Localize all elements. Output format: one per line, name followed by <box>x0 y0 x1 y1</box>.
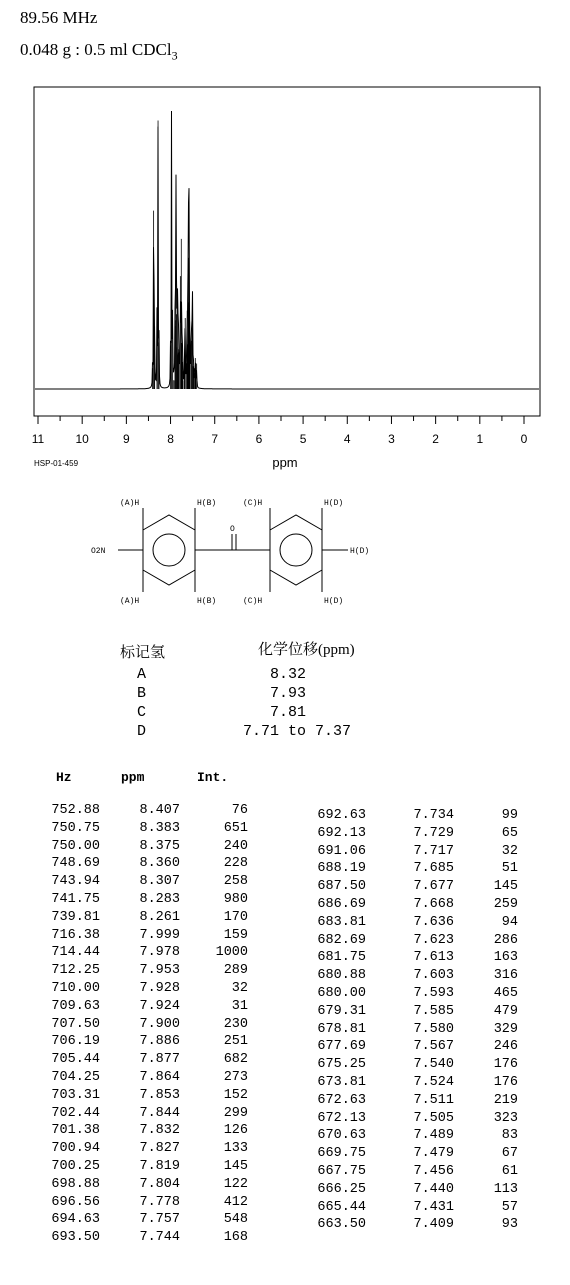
peak-ppm: 7.778 <box>139 1194 180 1210</box>
peak-ppm: 7.928 <box>139 981 180 996</box>
peak-hz: 688.19 <box>317 861 366 877</box>
sample-concentration <box>20 40 178 63</box>
peak-hz: 680.88 <box>317 968 366 984</box>
peak-int: 122 <box>223 1176 248 1192</box>
peak-int: 168 <box>223 1230 248 1246</box>
peak-int: 126 <box>223 1123 248 1139</box>
peak-int: 251 <box>223 1034 248 1050</box>
peak-int: 99 <box>501 808 518 823</box>
peak-int: 93 <box>501 1217 518 1233</box>
x-axis-ticks <box>38 416 524 424</box>
shift-value-c: 7.81 <box>270 704 307 721</box>
nitrophenyl-ring <box>143 515 195 585</box>
peak-int: 651 <box>223 820 248 836</box>
shift-value-a: 8.32 <box>270 666 307 683</box>
peak-ppm: 7.685 <box>413 861 454 877</box>
x-tick-label: 3 <box>388 432 395 446</box>
peak-ppm: 7.668 <box>413 897 454 912</box>
peak-ppm: 7.844 <box>139 1105 180 1121</box>
phenyl-aromatic-circle <box>280 534 312 566</box>
peak-ppm: 7.717 <box>413 843 454 859</box>
peak-hz: 709.63 <box>51 998 100 1014</box>
peak-header-int: Int. <box>197 770 229 785</box>
label-nitro: O2N <box>91 547 106 556</box>
peak-hz: 666.25 <box>317 1181 366 1197</box>
peak-ppm: 7.567 <box>413 1039 454 1055</box>
shift-value-b: 7.93 <box>270 685 307 702</box>
plot-frame <box>34 87 540 416</box>
phenyl-ring <box>270 515 322 585</box>
peak-hz: 682.69 <box>317 932 366 948</box>
peak-hz: 748.69 <box>51 856 100 872</box>
peak-int: 113 <box>493 1181 518 1197</box>
peak-hz: 691.06 <box>317 843 366 859</box>
peak-hz: 678.81 <box>317 1021 366 1037</box>
peak-marks <box>153 115 197 389</box>
peak-header-ppm: ppm <box>121 770 145 785</box>
peak-int: 258 <box>223 874 248 890</box>
peak-ppm: 7.440 <box>413 1181 454 1197</box>
shift-col-value-header: 化学位移(ppm) <box>258 642 355 658</box>
peak-ppm: 7.409 <box>413 1217 454 1233</box>
x-tick-label: 10 <box>75 432 89 446</box>
peak-int: 548 <box>223 1212 248 1228</box>
peak-ppm: 7.580 <box>413 1021 454 1037</box>
peak-ppm: 7.505 <box>413 1110 454 1126</box>
peak-int: 145 <box>493 879 518 895</box>
peak-ppm: 8.307 <box>139 874 180 890</box>
peak-int: 980 <box>223 892 248 907</box>
peak-header-hz: Hz <box>56 770 72 785</box>
label-hb-top: H(B) <box>197 499 217 508</box>
label-ha-top: (A)H <box>120 499 140 508</box>
peak-hz: 687.50 <box>317 879 366 895</box>
shift-label-d: D <box>137 723 147 740</box>
label-hd-top: H(D) <box>324 499 344 508</box>
peak-hz: 663.50 <box>317 1217 366 1233</box>
peak-ppm: 7.585 <box>413 1003 454 1019</box>
spectrum-code: HSP-01-459 <box>34 459 79 468</box>
peak-int: 230 <box>223 1016 248 1032</box>
peak-int: 170 <box>223 909 248 925</box>
peak-int: 176 <box>493 1075 518 1090</box>
peak-ppm: 7.877 <box>139 1052 180 1068</box>
x-axis-tick-labels <box>32 432 528 446</box>
sample-text: 0.048 g : 0.5 ml CDCl <box>20 40 172 59</box>
peak-int: 1000 <box>215 945 248 961</box>
peak-int: 133 <box>223 1141 248 1157</box>
label-hc-bottom: (C)H <box>243 597 263 606</box>
peak-hz: 693.50 <box>51 1230 100 1246</box>
x-tick-label: 4 <box>343 432 351 446</box>
nmr-spectrum-chart <box>0 80 570 475</box>
x-tick-label: 7 <box>211 432 219 446</box>
peak-ppm: 7.827 <box>139 1141 180 1157</box>
peak-int: 316 <box>493 968 518 984</box>
peak-ppm: 7.804 <box>139 1176 180 1192</box>
x-tick-label: 9 <box>123 432 130 446</box>
label-hd-right: H(D) <box>350 547 370 556</box>
label-carbonyl-oxygen: O <box>230 525 235 534</box>
label-hd-bottom: H(D) <box>324 597 344 606</box>
peak-hz: 686.69 <box>317 897 366 912</box>
peak-int: 465 <box>493 986 518 1001</box>
peak-hz: 692.13 <box>317 825 366 841</box>
peak-hz: 743.94 <box>51 874 100 890</box>
peak-ppm: 8.261 <box>139 909 180 925</box>
peak-int: 273 <box>223 1070 248 1085</box>
peak-int: 240 <box>223 838 248 854</box>
peak-hz: 669.75 <box>317 1146 366 1162</box>
peak-ppm: 7.853 <box>139 1087 180 1103</box>
peak-int: 83 <box>501 1128 518 1144</box>
peak-hz: 692.63 <box>317 808 366 823</box>
peak-ppm: 7.431 <box>413 1199 454 1215</box>
shift-label-c: C <box>137 704 147 721</box>
peak-ppm: 7.924 <box>139 998 180 1014</box>
peak-hz: 750.00 <box>51 838 100 854</box>
peak-ppm: 7.729 <box>413 825 454 841</box>
peak-ppm: 7.757 <box>139 1212 180 1228</box>
peak-hz: 752.88 <box>51 803 100 818</box>
peak-hz: 679.31 <box>317 1003 366 1019</box>
peak-hz: 716.38 <box>51 927 100 943</box>
x-tick-label: 0 <box>520 432 528 446</box>
peak-hz: 673.81 <box>317 1075 366 1090</box>
shift-col-label-header: 标记氢 <box>120 645 166 661</box>
peak-hz: 710.00 <box>51 981 100 996</box>
shift-value-d: 7.71 to 7.37 <box>243 723 352 740</box>
peak-int: 163 <box>493 950 518 966</box>
nitrophenyl-aromatic-circle <box>153 534 185 566</box>
peak-ppm: 7.886 <box>139 1034 180 1050</box>
peak-ppm: 7.734 <box>413 808 454 823</box>
peak-ppm: 7.456 <box>413 1164 454 1179</box>
x-tick-label: 11 <box>31 432 45 446</box>
peak-hz: 677.69 <box>317 1039 366 1055</box>
x-tick-label: 5 <box>299 432 307 446</box>
peak-int: 57 <box>501 1199 518 1215</box>
chemical-structure <box>0 490 570 620</box>
peak-ppm: 7.832 <box>139 1123 180 1139</box>
peak-ppm: 8.360 <box>139 856 180 872</box>
peak-hz: 750.75 <box>51 820 100 836</box>
peak-int: 152 <box>223 1087 248 1103</box>
peak-ppm: 7.540 <box>413 1057 454 1073</box>
peak-ppm: 7.524 <box>413 1075 454 1090</box>
peak-int: 412 <box>223 1194 248 1210</box>
peak-ppm: 7.603 <box>413 968 454 984</box>
peak-int: 65 <box>501 825 518 841</box>
label-hc-top: (C)H <box>243 499 263 508</box>
peak-int: 145 <box>223 1159 248 1174</box>
peak-hz: 672.13 <box>317 1110 366 1126</box>
peak-int: 246 <box>493 1039 518 1055</box>
peak-ppm: 7.677 <box>413 879 454 895</box>
peak-ppm: 8.407 <box>139 803 180 818</box>
peak-int: 32 <box>501 843 518 859</box>
x-axis-label: ppm <box>272 455 298 470</box>
peak-int: 32 <box>231 981 248 996</box>
peak-int: 329 <box>493 1021 518 1037</box>
peak-ppm: 7.819 <box>139 1159 180 1174</box>
peak-hz: 680.00 <box>317 986 366 1001</box>
peak-int: 289 <box>223 963 248 979</box>
peak-int: 323 <box>493 1110 518 1126</box>
peak-ppm: 7.900 <box>139 1016 180 1032</box>
peak-ppm: 8.283 <box>139 892 180 907</box>
peak-hz: 672.63 <box>317 1092 366 1108</box>
peak-hz: 702.44 <box>51 1105 100 1121</box>
peak-hz: 741.75 <box>51 892 100 907</box>
peak-ppm: 8.383 <box>139 820 180 836</box>
x-tick-label: 2 <box>432 432 439 446</box>
peak-hz: 700.94 <box>51 1141 100 1157</box>
peak-int: 61 <box>501 1164 518 1179</box>
peak-ppm: 7.511 <box>413 1092 454 1108</box>
peak-int: 31 <box>231 998 248 1014</box>
peak-ppm: 7.623 <box>413 932 454 948</box>
peak-int: 259 <box>493 897 518 912</box>
label-ha-bottom: (A)H <box>120 597 140 606</box>
peak-ppm: 7.489 <box>413 1128 454 1144</box>
peak-int: 228 <box>223 856 248 872</box>
x-tick-label: 6 <box>255 432 263 446</box>
peak-hz: 698.88 <box>51 1176 100 1192</box>
peak-hz: 700.25 <box>51 1159 100 1174</box>
peak-hz: 714.44 <box>51 945 100 961</box>
peak-hz: 705.44 <box>51 1052 100 1068</box>
peak-int: 299 <box>223 1105 248 1121</box>
shift-label-a: A <box>137 666 147 683</box>
peak-ppm: 7.953 <box>139 963 180 979</box>
peak-int: 682 <box>223 1052 248 1068</box>
peak-hz: 739.81 <box>51 909 100 925</box>
peak-ppm: 7.479 <box>413 1146 454 1162</box>
peak-hz: 712.25 <box>51 963 100 979</box>
peak-int: 176 <box>493 1057 518 1073</box>
peak-ppm: 7.613 <box>413 950 454 966</box>
peak-hz: 665.44 <box>317 1199 366 1215</box>
peak-hz: 675.25 <box>317 1057 366 1073</box>
peak-hz: 694.63 <box>51 1212 100 1228</box>
peak-ppm: 8.375 <box>139 838 180 854</box>
peak-int: 159 <box>223 927 248 943</box>
peak-hz: 670.63 <box>317 1128 366 1144</box>
peak-hz: 667.75 <box>317 1164 366 1179</box>
peak-hz: 681.75 <box>317 950 366 966</box>
peak-ppm: 7.999 <box>139 927 180 943</box>
peak-int: 479 <box>493 1003 518 1019</box>
peak-hz: 706.19 <box>51 1034 100 1050</box>
spectrum-trace <box>35 111 539 389</box>
peak-ppm: 7.864 <box>139 1070 180 1085</box>
peak-int: 219 <box>493 1092 518 1108</box>
peak-hz: 696.56 <box>51 1194 100 1210</box>
peak-ppm: 7.978 <box>139 945 180 961</box>
peak-ppm: 7.744 <box>139 1230 180 1246</box>
spectrometer-frequency: 89.56 MHz <box>20 8 98 27</box>
peak-hz: 701.38 <box>51 1123 100 1139</box>
shift-label-b: B <box>137 685 147 702</box>
peak-int: 76 <box>231 803 248 818</box>
peak-int: 67 <box>501 1146 518 1162</box>
peak-int: 286 <box>493 932 518 948</box>
peak-int: 94 <box>501 914 518 930</box>
peak-hz: 683.81 <box>317 914 366 930</box>
peak-hz: 704.25 <box>51 1070 100 1085</box>
peak-ppm: 7.636 <box>413 914 454 930</box>
peak-hz: 703.31 <box>51 1087 100 1103</box>
sample-subscript: 3 <box>171 48 178 63</box>
x-tick-label: 1 <box>476 432 484 446</box>
x-tick-label: 8 <box>167 432 174 446</box>
peak-ppm: 7.593 <box>413 986 454 1001</box>
label-hb-bottom: H(B) <box>197 597 217 606</box>
peak-int: 51 <box>501 861 518 877</box>
peak-hz: 707.50 <box>51 1016 100 1032</box>
